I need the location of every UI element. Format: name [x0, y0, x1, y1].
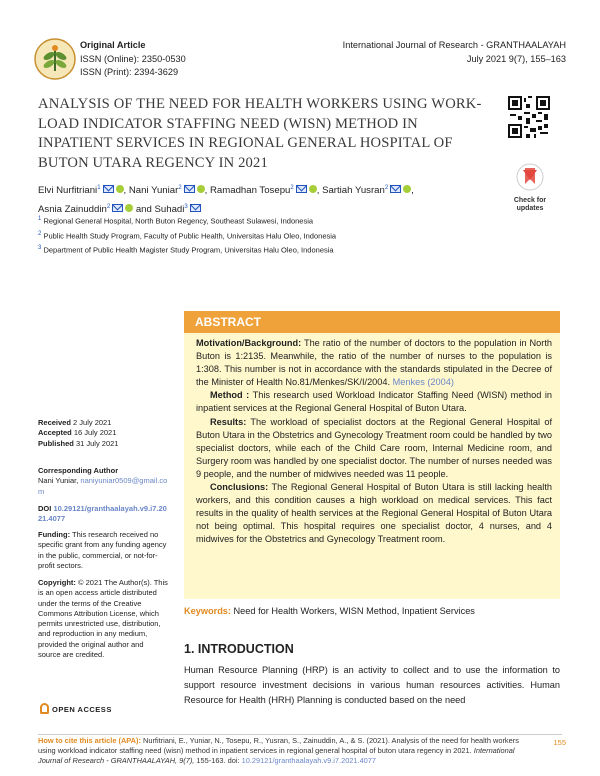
author-list: Elvi Nurfitriani$^1$ , Nani Yuniar$^2$ , Ramadhan Tosepu$^2$ , Sartiah Yusran$^2$ , Asnia Zainuddin$^2$ and Suhadi$^3$	[38, 185, 414, 216]
abstract-method: Method : This research used Workload Indicator Staffing Need (WISN) method in inpatient services at the Regional General Hospital of Buton Utara.	[196, 390, 552, 414]
page-number: 155	[553, 738, 566, 747]
author[interactable]: Suhadi$^3$	[155, 204, 201, 215]
email-icon[interactable]	[390, 185, 401, 193]
keywords: Keywords: Need for Health Workers, WISN Method, Inpatient Services	[184, 606, 475, 616]
corresponding-author: Corresponding Author Nani Yuniar, naniyuniar0509@gmail.com	[38, 466, 168, 496]
orcid-icon[interactable]	[197, 185, 205, 193]
affiliation: $^3$ Department of Public Health Magister Study Program, Universitas Halu Oleo, Indonesia	[38, 245, 334, 255]
abstract-conclusions: Conclusions: The Regional General Hospital of Buton Utara is still lacking health workers, and this condition causes a high workload on medical services. This fact results in the quality of health services at the Regional General Hospital of Buton Utara not being optimal. This hospital requires one specialist doctor, 4 nurses, and 4 midwives for the Obstetrics and Gynecology Treatment room.	[196, 482, 552, 545]
author[interactable]: Sartiah Yusran$^2$	[322, 185, 411, 196]
footer-doi-link[interactable]: 10.29121/granthaalayah.v9.i7.2021.4077	[241, 756, 377, 766]
menkes-reference-link[interactable]: Menkes (2004)	[392, 377, 454, 388]
email-icon[interactable]	[296, 185, 307, 193]
author[interactable]: Nani Yuniar$^2$	[129, 185, 205, 196]
journal-logo	[34, 38, 76, 80]
orcid-icon[interactable]	[309, 185, 317, 193]
author[interactable]: Asnia Zainuddin$^2$	[38, 204, 133, 215]
corresponding-email-link[interactable]: naniyuniar0509@gmail.com	[38, 476, 168, 496]
journal-info-right	[343, 39, 566, 66]
bookmark-icon	[509, 162, 551, 192]
doi-link[interactable]: 10.29121/granthaalayah.v9.i7.2021.4077	[38, 504, 167, 524]
funding-note: Funding: This research received no specific grant from any funding agency in the public, commercial, or not-for-profit sectors.	[38, 530, 167, 570]
email-icon[interactable]	[184, 185, 195, 193]
issn-online: ISSN (Online): 2350-0530	[80, 53, 186, 64]
qr-code	[508, 96, 550, 138]
article-dates: Received 2 July 2021 Accepted 16 July 2021 Published 31 July 2021	[38, 418, 119, 448]
copyright-note: Copyright: © 2021 The Author(s). This is an open access article distributed under the terms of the Creative Commons Attribution License, which permits unrestricted use, distribution, and reproduction in any medium, provided the original author and source are credited.	[38, 578, 168, 660]
check-for-updates-badge[interactable]	[509, 162, 551, 214]
footer-divider	[38, 734, 562, 735]
author[interactable]: Ramadhan Tosepu$^2$	[210, 185, 317, 196]
paper-title: ANALYSIS OF THE NEED FOR HEALTH WORKERS USING WORK-LOAD INDICATOR STAFFING NEED (WISN) METHOD IN INPATIENT SERVICES IN REGIONAL GENERAL HOSPITAL OF BUTON UTARA REGENCY IN 2021	[38, 96, 482, 171]
article-type: Original Article	[80, 40, 146, 50]
abstract-heading: ABSTRACT	[184, 311, 560, 333]
email-icon[interactable]	[112, 204, 123, 212]
author[interactable]: Elvi Nurfitriani$^1$	[38, 185, 124, 196]
abstract-results: Results: The workload of specialist doctors at the Regional General Hospital of Buton Utara in the Obstetrics and Gynecology Treatment room could be handled by two specialist doctors, while each of the Child Care room, Internal Medicine room, and Surgery room was handled by one specialist doctor. The number of nurses needed was 9 people, and the number of midwives needed was 11 people.	[196, 416, 552, 479]
orcid-icon[interactable]	[403, 185, 411, 193]
journal-info-left	[80, 39, 186, 80]
introduction-text: Human Resource Planning (HRP) is an activity to collect and to use the information to support resource investment decisions in various human resources activities. Human Resource for Health (HRH) Planning is conducted based on the need	[184, 665, 560, 705]
issn-print: ISSN (Print): 2394-3629	[80, 67, 179, 77]
doi-block: DOI 10.29121/granthaalayah.v9.i7.2021.4077	[38, 504, 167, 524]
abstract-body	[196, 337, 552, 547]
affiliation: $^2$ Public Health Study Program, Faculty of Public Health, Universitas Halu Oleo, Indonesia	[38, 230, 337, 240]
abstract-motivation: Motivation/Background: The ratio of the number of doctors to the population in North Buton is 1:2135. Meanwhile, the ratio of the number of nurses to the population is 1:308. This number is not in accordance with the standards stipulated in the Decree of the Minister of Health No.81/Menkes/SK/I/2004. Menkes (2004)	[196, 338, 552, 388]
check-updates-label: Check for updates	[513, 197, 547, 212]
open-access-badge: OPEN ACCESS	[40, 703, 112, 714]
orcid-icon[interactable]	[116, 185, 124, 193]
affiliation: $^1$ Regional General Hospital, North Buton Regency, Southeast Sulawesi, Indonesia	[38, 216, 314, 226]
introduction-heading: 1. INTRODUCTION	[184, 642, 294, 656]
citation-footer: How to cite this article (APA): Nurfitriani, E., Yuniar, N., Tosepu, R., Yusran, S., Zainuddin, A., & S. (2021). Analysis of the need for health workers using workload indicator staffing need (wisn) method in inpatient services in regional general hospital of buton utara regency in 2021. International Journal of Research - GRANTHAALAYAH, 9(7), 155-163. doi: 10.29121/granthaalayah.v9.i7.2021.4077	[38, 736, 519, 766]
email-icon[interactable]	[103, 185, 114, 193]
journal-issue: July 2021 9(7), 155–163	[466, 53, 566, 64]
open-access-icon	[40, 703, 49, 714]
email-icon[interactable]	[190, 204, 201, 212]
orcid-icon[interactable]	[125, 204, 133, 212]
affiliations	[38, 213, 336, 257]
journal-name: International Journal of Research - GRANTHAALAYAH	[342, 40, 566, 50]
